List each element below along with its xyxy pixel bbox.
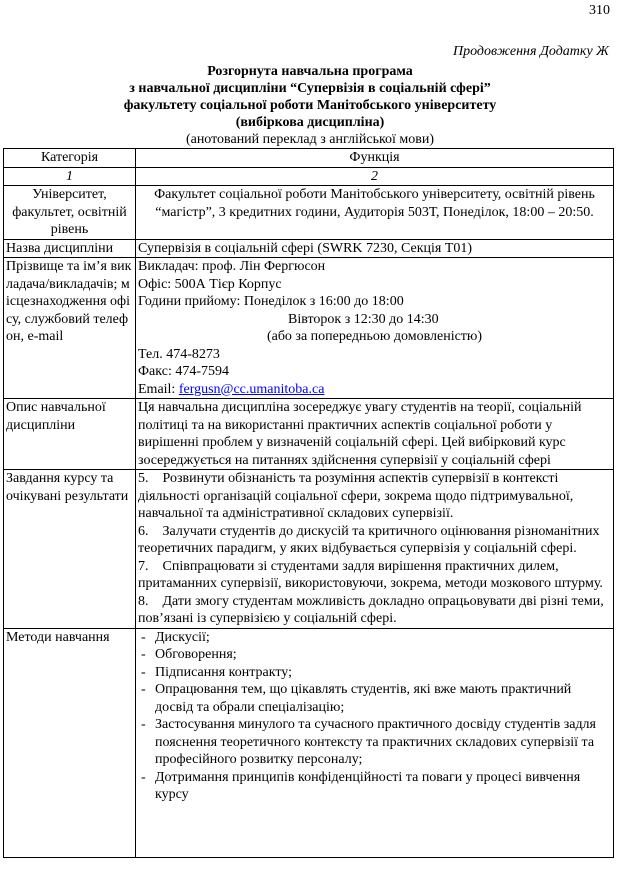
goal-item: 7. Співпрацювати зі студентами задля вирішення практичних дилем, притаманних супервізії, використовуючи, зокрема, методи мозкового штурму. — [138, 558, 603, 591]
table-row — [4, 628, 614, 857]
heading-line-4: (вибіркова дисципліна) — [235, 115, 385, 130]
course-name-label: Назва дисципліни — [4, 239, 136, 258]
table-number-row — [4, 167, 614, 186]
column-number-2: 2 — [136, 167, 614, 186]
document-heading — [0, 63, 620, 148]
goal-item: 6. Залучати студентів до дискусій та критичного оцінювання різноманітних теоретичних парадигм, у яких відбувається супервізія у соціальній сфері. — [138, 523, 600, 556]
method-item: - Підписання контракту; — [138, 664, 611, 682]
university-value: Факультет соціальної роботи Манітобського університету, освітній рівень “магістр”, 3 кредитних години, Аудиторія 503Т, Понеділок, 18:00 – 20:50. — [136, 186, 614, 240]
methods-list — [138, 629, 611, 804]
description-label: Опис навчальної дисципліни — [4, 399, 136, 470]
lecturer-name: Викладач: проф. Лін Фергюсон — [138, 259, 326, 274]
description-value: Ця навчальна дисципліна зосереджує увагу студентів на теорії, соціальній політиці та на використанні практичних аспектів соціальної роботи у вирішенні проблем у визначеній соціальній сфері. Цей вибірковий курс зосереджується на питаннях здійснення супервізії у соціальній сфері — [136, 399, 614, 470]
email-label: Email: — [138, 381, 179, 397]
method-item: - Дотримання принципів конфіденційності та поваги у процесі вивчення курсу — [138, 769, 611, 804]
heading-line-5: (анотований переклад з англійської мови) — [185, 132, 435, 147]
methods-label: Методи навчання — [4, 628, 136, 857]
table-header-row — [4, 149, 614, 168]
continuation-note: Продовження Додатку Ж — [452, 44, 609, 59]
office-hours-3: (або за попередньою домовленістю) — [266, 329, 483, 344]
goals-list — [136, 470, 614, 629]
goals-label: Завдання курсу та очікувані результати — [4, 470, 136, 629]
heading-line-3: факультету соціальної роботи Манітобського університету — [123, 98, 497, 113]
page-number: 310 — [589, 3, 610, 18]
method-item: - Дискусії; — [138, 629, 611, 647]
header-function: Функція — [136, 149, 614, 168]
heading-line-1: Розгорнута навчальна програма — [207, 64, 413, 79]
method-item: - Опрацювання тем, що цікавлять студентів, які вже мають практичний досвід та обрали спеціалізацію; — [138, 681, 611, 716]
goal-item: 8. Дати змогу студентам можливість докладно опрацьовувати дві різні теми, пов’язані із супервізією у соціальній сфері. — [138, 593, 604, 626]
header-category: Категорія — [4, 149, 136, 168]
column-number-1: 1 — [4, 167, 136, 186]
fax: Факс: 474-7594 — [138, 364, 229, 379]
university-label: Університет, факультет, освітній рівень — [4, 186, 136, 240]
office-location: Офіс: 500А Тієр Корпус — [138, 276, 282, 292]
methods-cell — [136, 628, 614, 857]
method-item: - Застосування минулого та сучасного практичного досвіду студентів задля пояснення теоретичного контексту та практичних складових супервізії та професійного розвитку персоналу; — [138, 716, 611, 769]
goal-item: 5. Розвинути обізнаність та розуміння аспектів супервізії в контексті діяльності організацій соціальної сфери, зокрема щодо підтримувальної, навчальної та адміністративної складових супервізії. — [138, 471, 574, 521]
instructor-details — [136, 258, 614, 399]
syllabus-table — [3, 148, 614, 858]
office-hours-1: Години прийому: Понеділок з 16:00 до 18:00 — [138, 294, 404, 309]
email-line — [138, 381, 611, 399]
email-link[interactable]: fergusn@cc.umanitoba.ca — [178, 381, 325, 397]
table-row — [4, 470, 614, 629]
office-hours-2: Вівторок з 12:30 до 14:30 — [288, 311, 439, 327]
table-row — [4, 186, 614, 240]
table-row — [4, 399, 614, 470]
heading-line-2: з навчальної дисципліни “Супервізія в соціальній сфері” — [129, 81, 491, 96]
course-name-value: Супервізія в соціальній сфері (SWRK 7230, Секція T01) — [136, 239, 614, 258]
instructor-label: Прізвище та ім’я викладача/викладачів; місцезнаходження офісу, службовий телефон, e-mail — [4, 258, 136, 399]
method-item: - Обговорення; — [138, 646, 611, 664]
table-row — [4, 239, 614, 258]
phone: Тел. 474-8273 — [138, 346, 220, 362]
table-row — [4, 258, 614, 399]
